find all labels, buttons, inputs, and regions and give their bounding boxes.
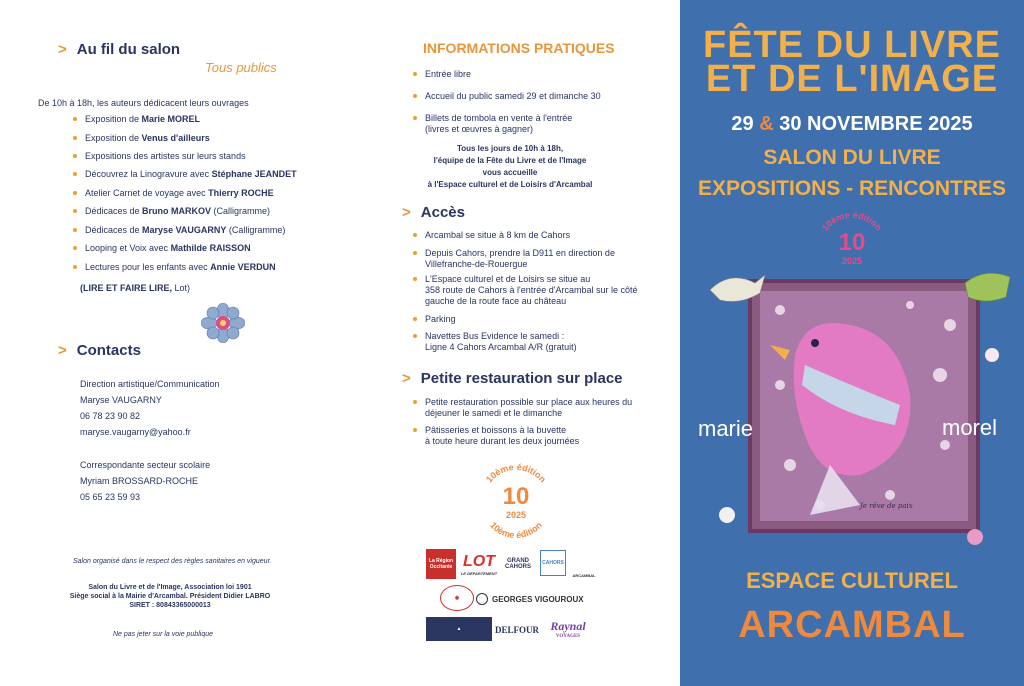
assoc-line2: Siège social à la Mairie d'Arcambal. Président Didier LABRO xyxy=(69,593,271,600)
info-item: Accueil du public samedi 29 et dimanche 30 xyxy=(413,91,601,101)
seal-top-text: 10ème édition xyxy=(483,462,548,485)
logo-grand-cahors: GRAND CAHORS xyxy=(504,558,531,570)
sanitary-note: Salon organisé dans le respect des règles sanitaires en vigueur. xyxy=(73,558,272,565)
welcome-line: à l'Espace culturel et de Loisirs d'Arcambal xyxy=(427,180,593,189)
cover-seal-top: 10ème édition xyxy=(820,210,884,233)
salon-list-item: Lectures pour les enfants avec Annie VERDUN xyxy=(73,262,276,272)
middle-panel xyxy=(340,0,680,686)
acces-item: Depuis Cahors, prendre la D911 en direction de xyxy=(413,248,615,258)
seal-year: 2025 xyxy=(505,510,527,520)
salon-list-item: Découvrez la Linogravure avec Stéphane JEANDET xyxy=(73,169,297,179)
resto-title: Petite restauration sur place xyxy=(420,370,623,387)
salon-intro: De 10h à 18h, les auteurs dédicacent leurs ouvrages xyxy=(38,98,249,108)
salon-list-item: Exposition de Marie MOREL xyxy=(73,114,200,124)
resto-heading xyxy=(402,370,623,387)
welcome-block xyxy=(380,143,640,191)
siret: SIRET : 80843365000013 xyxy=(129,602,211,609)
contacts-title: Contacts xyxy=(76,342,141,359)
acces-item: Navettes Bus Evidence le samedi : xyxy=(413,331,564,341)
chevron-icon: > xyxy=(58,41,67,58)
bullet-icon xyxy=(73,154,77,158)
info-item-cont: (livres et œuvres à gagner) xyxy=(425,124,534,134)
resto-item: à toute heure durant les deux journées xyxy=(425,436,580,446)
bullet-icon xyxy=(73,172,77,176)
cover-seal-number: 10 xyxy=(838,229,866,256)
seal-number: 10 xyxy=(502,483,530,510)
contact2-name: Myriam BROSSARD-ROCHE xyxy=(80,476,199,486)
association-info xyxy=(0,583,340,610)
salon-title: Au fil du salon xyxy=(76,41,181,58)
bullet-icon xyxy=(413,428,417,432)
contacts-heading xyxy=(58,342,141,359)
cover-seal-year: 2025 xyxy=(841,256,863,266)
contact2-phone: 05 65 23 59 93 xyxy=(80,492,141,502)
bullet-icon xyxy=(413,277,417,281)
salon-list-item: Dédicaces de Maryse VAUGARNY (Calligramme) xyxy=(73,225,285,235)
bullet-icon xyxy=(73,209,77,213)
salon-list-item: Atelier Carnet de voyage avec Thierry ROCHE xyxy=(73,188,274,198)
bullet-icon xyxy=(73,228,77,232)
contact-name: Maryse VAUGARNY xyxy=(80,395,162,405)
acces-item: gauche de la route face au château xyxy=(425,296,567,306)
cover-title-line2: ET DE L'IMAGE xyxy=(705,58,999,100)
painting-image xyxy=(710,265,1010,550)
salon-list-item: Expositions des artistes sur leurs stands xyxy=(73,151,246,161)
welcome-line: vous accueille xyxy=(482,168,538,177)
contact-role: Direction artistique/Communication xyxy=(80,379,220,389)
logo-cahors: CAHORS xyxy=(540,550,566,576)
bullet-icon xyxy=(73,117,77,121)
acces-item: L'Espace culturel et de Loisirs se situe au xyxy=(413,274,590,284)
chevron-icon: > xyxy=(402,204,411,221)
left-panel xyxy=(0,0,340,686)
welcome-line: Tous les jours de 10h à 18h, xyxy=(456,144,564,153)
logo-lot: LOT LE DÉPARTEMENT xyxy=(460,552,498,576)
logo-arcambal: ARCAMBAL xyxy=(572,573,596,578)
artist-first-name: marie xyxy=(698,416,754,441)
welcome-line: l'équipe de la Fête du Livre et de l'Image xyxy=(433,156,587,165)
venue-line2: ARCAMBAL xyxy=(738,604,966,646)
chevron-icon: > xyxy=(402,370,411,387)
contact-phone: 06 78 23 90 82 xyxy=(80,411,141,421)
cover-title-line1: FÊTE DU LIVRE xyxy=(702,24,1002,66)
cover-panel xyxy=(680,0,1024,686)
acces-item: Parking xyxy=(413,314,456,324)
acces-item: Arcambal se situe à 8 km de Cahors xyxy=(413,230,570,240)
bullet-icon xyxy=(413,233,417,237)
bullet-icon xyxy=(413,317,417,321)
seal-bottom-text: 10ème édition xyxy=(488,520,544,540)
no-throw-note: Ne pas jeter sur la voie publique xyxy=(113,631,214,638)
cover-dates: 29 & 30 NOVEMBRE 2025 xyxy=(731,113,973,135)
bullet-icon xyxy=(413,334,417,338)
acces-item: 358 route de Cahors à l'entrée d'Arcambal sur le côté xyxy=(425,285,638,295)
resto-item: Pâtisseries et boissons à la buvette xyxy=(413,425,566,435)
cover-title xyxy=(680,24,1024,100)
edition-seal xyxy=(472,462,560,540)
venue-line1: ESPACE CULTUREL xyxy=(746,568,958,593)
salon-list-item: Exposition de Venus d'ailleurs xyxy=(73,133,210,143)
contact2-role: Correspondante secteur scolaire xyxy=(80,460,211,470)
bullet-icon xyxy=(413,400,417,404)
assoc-line1: Salon du Livre et de l'Image, Association loi 1901 xyxy=(88,584,252,591)
acces-item: Villefranche-de-Rouergue xyxy=(425,259,528,269)
resto-item: déjeuner le samedi et le dimanche xyxy=(425,408,563,418)
acces-heading xyxy=(402,204,465,221)
artist-last-name: morel xyxy=(942,415,998,440)
svg-text:10ème édition xyxy=(488,520,544,540)
logo-navy: ▲ xyxy=(426,617,492,641)
bullet-icon xyxy=(73,246,77,250)
flower-decoration xyxy=(201,303,245,343)
painting-caption: Je rêve de paix xyxy=(860,502,913,510)
lire-line: (LIRE ET FAIRE LIRE, Lot) xyxy=(80,283,191,293)
bullet-icon xyxy=(73,136,77,140)
resto-item: Petite restauration possible sur place aux heures du xyxy=(413,397,632,407)
salon-list-item: Looping et Voix avec Mathilde RAISSON xyxy=(73,243,251,253)
contact-email[interactable]: maryse.vaugarny@yahoo.fr xyxy=(80,427,191,437)
info-item: Billets de tombola en vente à l'entrée xyxy=(413,113,572,123)
bullet-icon xyxy=(73,191,77,195)
logo-georges-vigouroux: GEORGES VIGOUROUX xyxy=(476,590,586,608)
salon-list-item: Dédicaces de Bruno MARKOV (Calligramme) xyxy=(73,206,270,216)
tous-publics: Tous publics xyxy=(205,60,277,75)
chevron-icon: > xyxy=(58,342,67,359)
logo-occitanie: La Région Occitanie xyxy=(426,549,456,579)
bullet-icon xyxy=(413,251,417,255)
info-item: Entrée libre xyxy=(413,69,471,79)
logo-delfour: DELFOUR xyxy=(495,625,540,635)
salon-heading xyxy=(58,41,180,58)
acces-item: Ligne 4 Cahors Arcambal A/R (gratuit) xyxy=(425,342,577,352)
logo-raynal: Raynal VOYAGES xyxy=(550,619,586,639)
info-title: INFORMATIONS PRATIQUES xyxy=(423,40,615,56)
acces-title: Accès xyxy=(420,204,465,221)
bullet-icon xyxy=(73,265,77,269)
cover-expo: EXPOSITIONS - RENCONTRES xyxy=(697,177,1007,200)
svg-text:10ème édition xyxy=(484,462,548,484)
logo-sponsor: ◉ xyxy=(440,585,474,611)
cover-salon: SALON DU LIVRE xyxy=(763,146,941,169)
